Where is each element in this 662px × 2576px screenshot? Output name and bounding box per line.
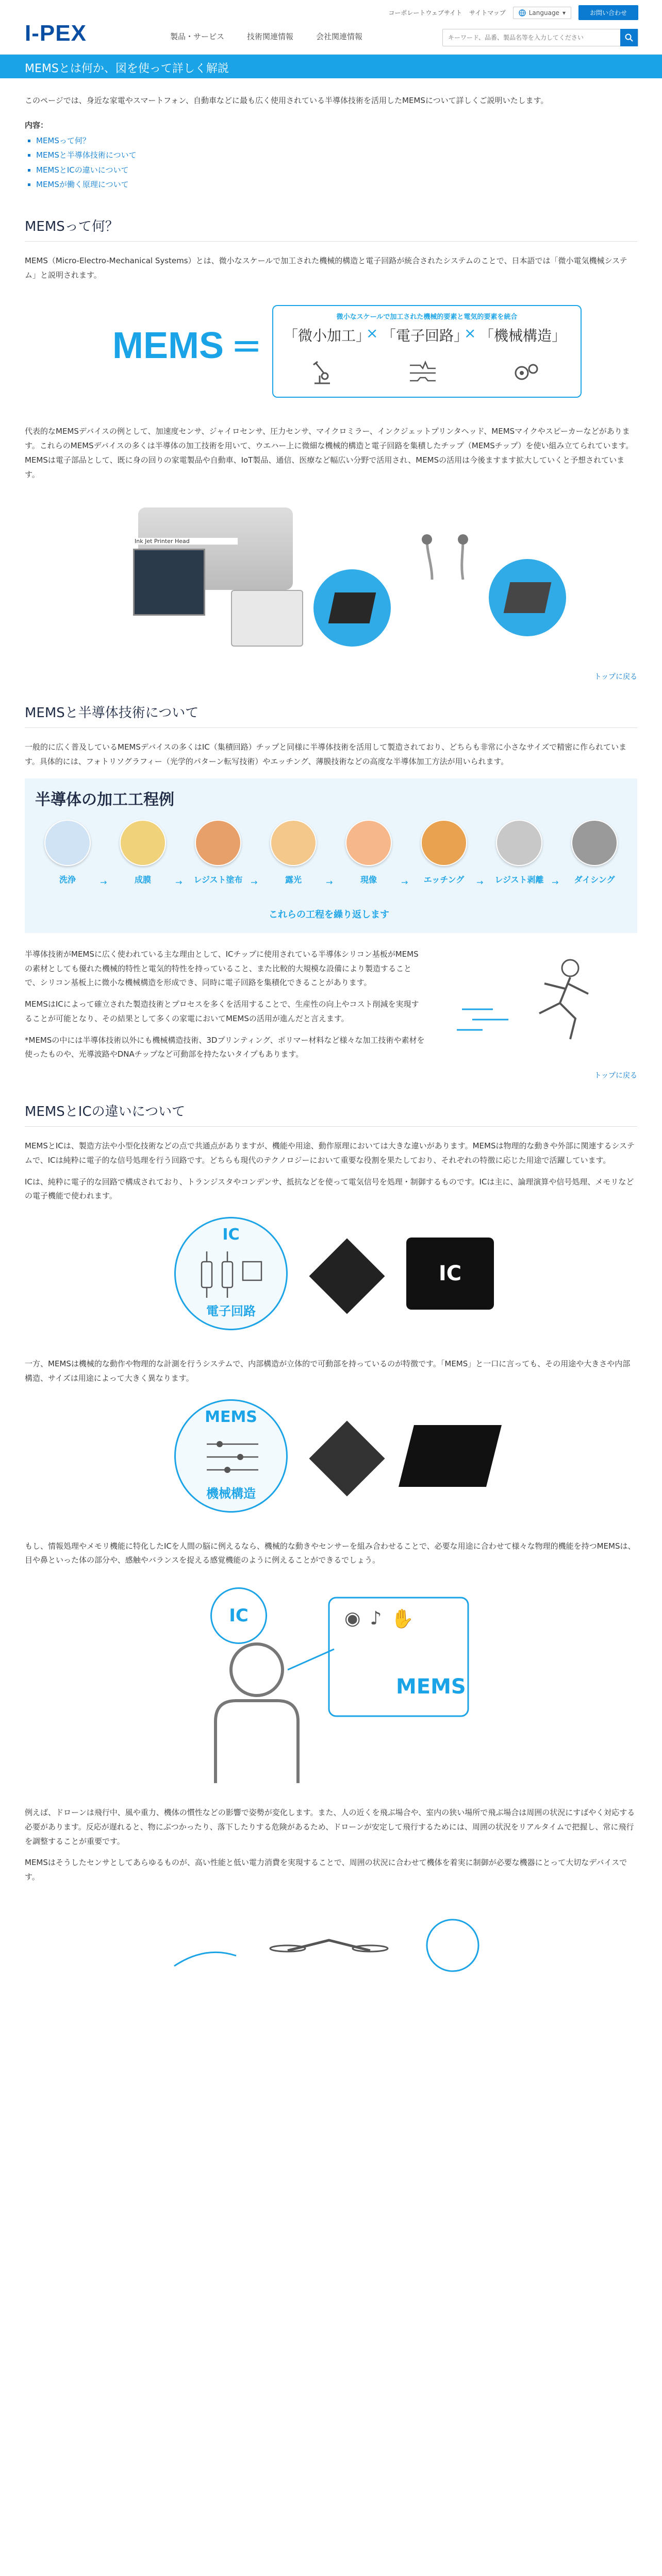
- ic-chip-image: [309, 1238, 385, 1314]
- sec1-paragraph-1: MEMS（Micro-Electro-Mechanical Systems）とは、微小なスケールで加工された機械的構造と電子回路が統合されたシステムのことで、日本語では「微小電気機械システム」と説明されます。: [25, 256, 627, 280]
- mems-devices-illustration: [25, 492, 637, 662]
- language-selector[interactable]: [513, 7, 571, 19]
- process-step: [557, 820, 632, 897]
- diagram-caption: 微小なスケールで加工された機械的要素と電気的要素を統合: [336, 313, 518, 321]
- drone-icon: [143, 1904, 504, 1992]
- mems-equation-diagram: [25, 294, 637, 412]
- section-title-what-is-mems: MEMSって何？: [25, 216, 637, 242]
- sec3-paragraph-3: 一方、MEMSは機械的な動作や物理的な計測を行うシステムで、内部構造が立体的で可動部を持っているのが特徴です。「MEMS」と一口に言っても、その用途や大きさや内部構造、サイズは用途によって大きく異なります。: [25, 1359, 631, 1383]
- sec3-paragraph-2: ICは、純粋に電子的な回路で構成されており、トランジスタやコンデンサ、抵抗などを使って電気信号を処理・制御するものです。ICは主に、論理演算や信号処理、メモリなどの電子機能で使われます。: [25, 1177, 634, 1201]
- search-input[interactable]: [443, 34, 620, 41]
- contact-button[interactable]: お問い合わせ: [578, 5, 638, 20]
- wafer-icon: [120, 820, 166, 866]
- process-steps: [30, 820, 632, 897]
- process-step: [180, 820, 256, 897]
- microphone-chip-image: [504, 582, 552, 613]
- mems-sensor-image: [399, 1425, 502, 1487]
- ic-label: IC: [222, 1226, 240, 1244]
- arrow-right-icon: →: [175, 877, 183, 887]
- microscope-icon: [304, 358, 335, 388]
- arrow-right-icon: →: [552, 877, 559, 887]
- utility-bar: [388, 5, 638, 20]
- ic-chip-label: IC: [438, 1262, 462, 1285]
- globe-icon: [519, 9, 526, 16]
- main-nav: [170, 31, 362, 42]
- process-title: 半導体の加工工程例: [35, 790, 174, 809]
- process-step-label: エッチング: [423, 874, 465, 885]
- wafer-icon: [345, 820, 392, 866]
- toc-item-semiconductor[interactable]: ▪ MEMSと半導体技術について: [36, 148, 637, 163]
- arrow-right-icon: →: [476, 877, 484, 887]
- sec2-paragraph-3: MEMSはICによって確立された製造技術とプロセスを多くを活用することで、生産性の向上やコスト削減を実現することが可能となり、その結果として多くの家電においてMEMSの活用が進んだと言えます。: [25, 999, 419, 1023]
- process-step-label: 洗浄: [59, 874, 76, 885]
- ipex-logo[interactable]: I-PEX: [25, 21, 87, 46]
- inkjet-head-image: [133, 538, 205, 616]
- toc-item-principle[interactable]: ▪ MEMSが働く原理について: [36, 177, 637, 192]
- corporate-link[interactable]: コーポレートウェブサイト: [388, 9, 462, 16]
- sitemap-link[interactable]: サイトマップ: [469, 9, 506, 16]
- nav-company[interactable]: 会社関連情報: [316, 32, 363, 41]
- mems-caption: 機械構造: [206, 1486, 256, 1501]
- process-step: [406, 820, 482, 897]
- body-mems-label: MEMS: [396, 1675, 466, 1699]
- sec3-paragraph-5: 例えば、ドローンは飛行中、風や重力、機体の慣性などの影響で姿勢が変化します。また、人の近くを飛ぶ場合や、室内の狭い場所で飛ぶ場合は周囲の状況にすばやく対応する必要があります。反応が遅れると、物にぶつかったり、落下したりする危険があるため、ドローンが安定して飛行するためには、周囲の状況をリアルタイムで把握し、常に飛行を調整することが重要です。: [25, 1808, 635, 1846]
- section-title-semiconductor: MEMSと半導体技術について: [25, 702, 637, 728]
- mems-chip-image-2: [309, 1420, 385, 1496]
- sec3-paragraph-4: もし、情報処理やメモリ機能に特化したICを人間の脳に例えるなら、機械的な動きやセンサーを組み合わせることで、必要な用途に合わせて様々な物理的機能を持つMEMSは、目や鼻といった体の部分や、感触やバランスを捉える感覚機能のように例えることができるでしょう。: [25, 1541, 636, 1565]
- nav-products[interactable]: 製品・サービス: [170, 32, 225, 41]
- inkjet-label: Ink Jet Printer Head: [135, 538, 238, 545]
- section-title-ic-difference: MEMSとICの違いについて: [25, 1101, 637, 1127]
- search-box: [442, 29, 638, 46]
- chip-circle-2: [489, 559, 566, 636]
- wafer-icon: [195, 820, 241, 866]
- mems-label: MEMS: [205, 1408, 257, 1426]
- arrow-right-icon: →: [326, 877, 333, 887]
- toc-item-ic-difference[interactable]: ▪ MEMSとICの違いについて: [36, 163, 637, 178]
- table-of-contents: [25, 120, 637, 192]
- mems-word: MEMS: [112, 325, 224, 367]
- wafer-icon: [270, 820, 317, 866]
- ear-icon: ♪: [370, 1608, 382, 1629]
- movement-illustration: [441, 947, 637, 1050]
- running-person-icon: [441, 947, 637, 1050]
- mems-circle: [174, 1399, 288, 1513]
- arrow-right-icon: →: [251, 877, 258, 887]
- earphone-icon: [417, 533, 484, 580]
- page-title: MEMSとは何か、図を使って詳しく解説: [25, 62, 229, 75]
- toc-item-what-is-mems[interactable]: ▪ MEMSって何？: [36, 133, 637, 148]
- mechanism-icon: [202, 1434, 263, 1480]
- arrow-right-icon: →: [401, 877, 408, 887]
- sense-icons: [344, 1608, 414, 1630]
- sec1-paragraph-2: 代表的なMEMSデバイスの例として、加速度センサ、ジャイロセンサ、圧力センサ、マイクロミラー、インクジェットプリンタヘッド、MEMSマイクやスピーカーなどがあります。これらのMEMSデバイスの多くは半導体の加工技術を用いて、ウエハー上に微細な機械的構造と電子回路を集積したチップ（MEMSチップ）を使い組み立てられています。MEMSは電子部品として、既に身の回りの家電製品や自動車、IoT製品、通信、医療など幅広い分野で活用され、MEMSの活用は今後ますます拡大していくと予想されています。: [25, 427, 634, 479]
- process-step-label: レジスト塗布: [193, 874, 243, 885]
- search-icon: [625, 33, 633, 42]
- ic-diagram: [25, 1212, 637, 1346]
- sec3-paragraph-1: MEMSとICは、製造方法や小型化技術などの点で共通点がありますが、機能や用途、動作原理においては大きな違いがあります。MEMSは物理的な動きや外部に関連するシステムで、ICは純粋に電子的な信号処理を行う回路です。どちらも現代のテクノロジーにおいて重要な役割を果たしており、それぞれの特徴に応じた用途で活躍しています。: [25, 1141, 635, 1165]
- search-button[interactable]: [620, 29, 638, 46]
- term-microfab: 「微小加工」: [284, 327, 371, 345]
- electronic-components-icon: [196, 1251, 269, 1298]
- process-step-label: ダイシング: [574, 874, 615, 885]
- repeat-caption: これらの工程を繰り返します: [269, 909, 389, 920]
- sec2-paragraph-4: *MEMSの中には半導体技術以外にも機械構造技術、3Dプリンティング、ポリマー材料など様々な加工技術や素材を使ったものや、光導波路やDNAチップなど可動部を持たないタイプもあります。: [25, 1035, 425, 1059]
- brain-ic-bubble: [210, 1587, 267, 1644]
- back-to-top-link-1[interactable]: トップに戻る: [594, 673, 637, 682]
- main-content: [25, 78, 637, 1997]
- ic-chip-black: [406, 1238, 494, 1310]
- nav-technology[interactable]: 技術関連情報: [247, 32, 294, 41]
- mems-chip-image: [328, 592, 376, 623]
- process-step: [105, 820, 183, 897]
- times-2: ×: [464, 325, 476, 342]
- chip-circle-1: [313, 569, 391, 647]
- sec2-text-block: [25, 947, 637, 1062]
- mems-elements-box: [272, 305, 582, 398]
- brain-body-diagram: [25, 1577, 637, 1793]
- site-header: [0, 0, 662, 55]
- language-label: Language: [528, 9, 559, 16]
- sec2-paragraph-1: 一般的に広く普及しているMEMSデバイスの多くはIC（集積回路）チップと同様に半導体技術を活用して製造されており、どちらも非常に小さなサイズで精密に作られています。具体的には、フォトリソグラフィー（光学的パターン転写技術）やエッチング、薄膜技術などの高度な半導体加工方法が用いられます。: [25, 742, 627, 766]
- circuit-icon: [407, 358, 438, 388]
- sec2-paragraph-2: 半導体技術がMEMSに広く使われている主な理由として、ICチップに使用されている半導体シリコン基板がMEMSの素材としても優れた機械的特性と電気的特性を持っていること、また比較的大規模な設備により製造することで、シリコン基板上に微小な機械構造を形成でき、同時に電子回路を集積化できることがあります。: [25, 949, 419, 988]
- wafer-board-image: [231, 590, 303, 647]
- toc-title: 内容：: [25, 120, 48, 130]
- intro-text: このページでは、身近な家電やスマートフォン、自動車などに最も広く使用されている半導体技術を活用したMEMSについて詳しくご説明いたします。: [25, 96, 549, 105]
- term-mechanical: 「機械構造」: [479, 327, 567, 345]
- process-step: [256, 820, 331, 897]
- chevron-down-icon: ▾: [562, 9, 566, 16]
- process-step-label: 露光: [285, 874, 302, 885]
- hand-icon: ✋: [391, 1608, 415, 1630]
- process-step: [482, 820, 557, 897]
- earphones-image: [417, 533, 484, 580]
- arrow-right-icon: →: [100, 877, 107, 887]
- process-step-label: 現像: [360, 874, 377, 885]
- equals-sign: =: [231, 324, 262, 367]
- mems-diagram: [25, 1394, 637, 1528]
- process-step: [30, 820, 105, 897]
- ic-caption: 電子回路: [206, 1304, 256, 1318]
- process-step-label: レジスト剥離: [494, 874, 544, 885]
- sec3-paragraph-6: MEMSはそうしたセンサとしてあらゆるものが、高い性能と低い電力消費を実現することで、周囲の状況に合わせて機体を着実に制御が必要な機器にとって大切なデバイスです。: [25, 1858, 627, 1882]
- eye-icon: ◉: [344, 1608, 361, 1629]
- drone-illustration: [25, 1894, 637, 1997]
- gear-icon: [510, 358, 541, 388]
- wafer-icon: [496, 820, 542, 866]
- ic-circle: [174, 1217, 288, 1330]
- brain-ic-label: IC: [229, 1605, 249, 1626]
- wafer-icon: [44, 820, 91, 866]
- page-title-banner: [0, 55, 662, 78]
- process-step: [331, 820, 406, 897]
- wafer-icon: [421, 820, 467, 866]
- back-to-top-link-2[interactable]: トップに戻る: [594, 1072, 637, 1080]
- wafer-icon: [571, 820, 618, 866]
- times-1: ×: [366, 325, 378, 342]
- process-step-label: 成膜: [134, 874, 151, 885]
- term-circuit: 「電子回路」: [382, 327, 469, 345]
- process-steps-diagram: [25, 778, 637, 933]
